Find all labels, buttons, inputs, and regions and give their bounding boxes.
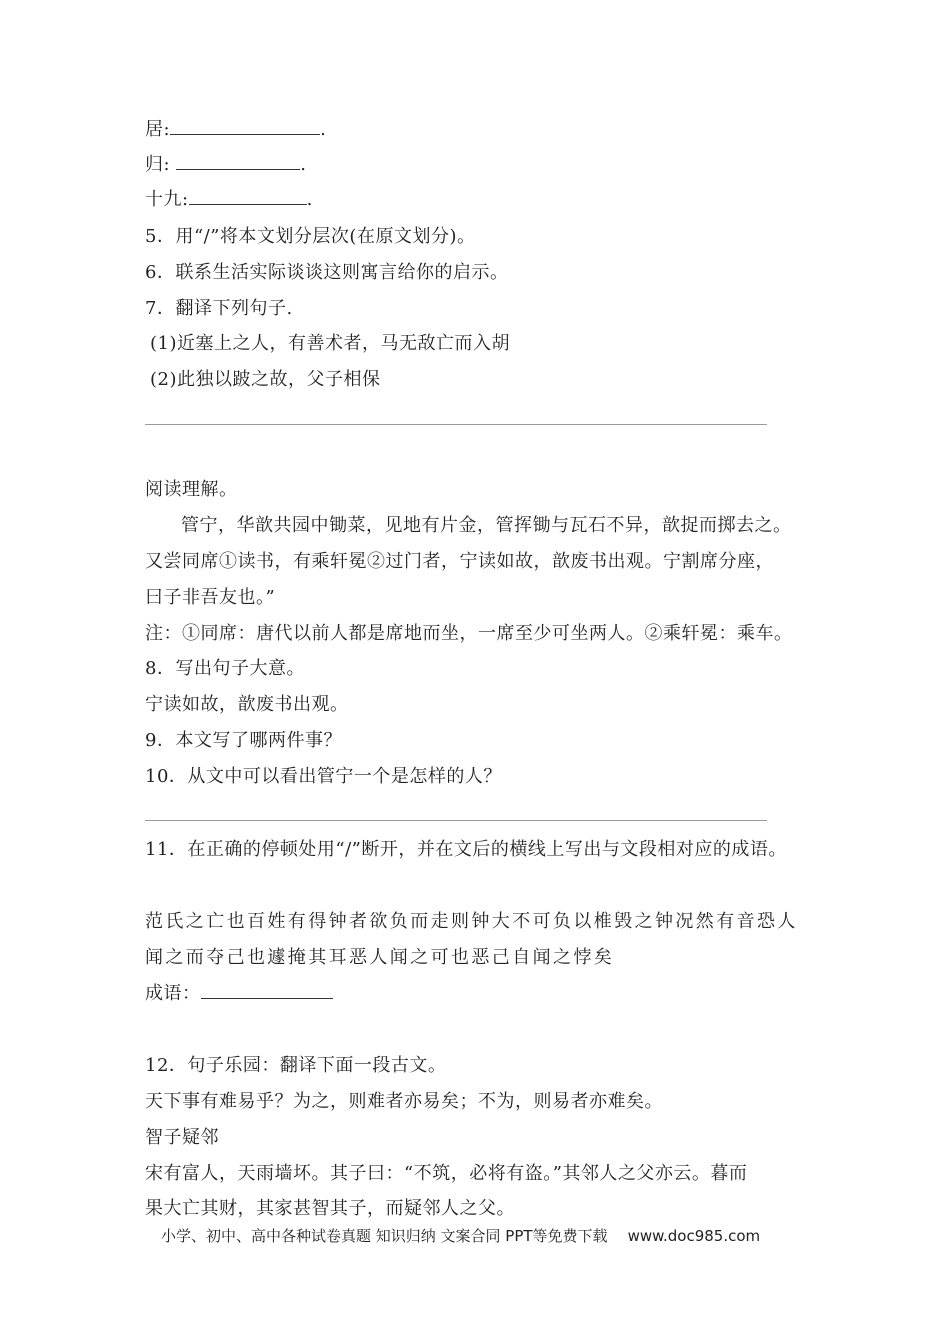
reading-paragraph-line-1: 管宁，华歆共园中锄菜，见地有片金，管挥锄与瓦石不异，歆捉而掷去之。: [181, 515, 792, 536]
answer-blank-ju[interactable]: [170, 118, 320, 135]
fill-blank-gui: [145, 153, 307, 177]
question-7-sentence-2: (2)此独以跛之故，父子相保: [150, 369, 381, 390]
question-8-title: 8．写出句子大意。: [145, 658, 305, 679]
story-line-1: 宋有富人，天雨墙坏。其子曰：“不筑，必将有盗。”其邻人之父亦云。暮而: [145, 1163, 748, 1184]
idiom-label: 成语：: [145, 983, 201, 1004]
question-11-title: 11．在正确的停顿处用“/”断开，并在文后的横线上写出与文段相对应的成语。: [145, 839, 787, 860]
answer-blank-gui[interactable]: [176, 153, 300, 170]
answer-line-q10[interactable]: [145, 820, 767, 821]
fill-end-shijiu: .: [306, 189, 313, 210]
question-7-sentence-1: (1)近塞上之人，有善术者，马无敌亡而入胡: [150, 333, 510, 354]
fill-blank-ju: [145, 118, 326, 142]
fill-label-shijiu: 十九:: [145, 189, 189, 210]
idiom-answer-blank[interactable]: [201, 982, 333, 999]
answer-blank-shijiu[interactable]: [189, 188, 307, 205]
fill-blank-shijiu: [145, 188, 313, 212]
footer-url-link[interactable]: www.doc985.com: [627, 1227, 761, 1245]
question-11-text-line-1: 范氏之亡也百姓有得钟者欲负而走则钟大不可负以椎毁之钟况然有音恐人: [145, 911, 798, 932]
story-title: 智子疑邻: [145, 1127, 219, 1148]
fill-label-ju: 居:: [145, 119, 171, 140]
fill-end-gui: .: [300, 154, 307, 175]
question-5: 5．用“/”将本文划分层次(在原文划分)。: [145, 226, 476, 247]
fill-label-gui: 归:: [145, 154, 177, 175]
question-6: 6．联系生活实际谈谈这则寓言给你的启示。: [145, 262, 509, 283]
footer-text: 小学、初中、高中各种试卷真题 知识归纳 文案合同 PPT等免费下载: [161, 1227, 608, 1245]
reading-paragraph-line-3: 曰子非吾友也。”: [145, 587, 276, 608]
story-line-2: 果大亡其财，其家甚智其子，而疑邻人之父。: [145, 1198, 515, 1219]
question-10: 10．从文中可以看出管宁一个是怎样的人？: [145, 766, 502, 787]
question-12-title: 12．句子乐园：翻译下面一段古文。: [145, 1055, 447, 1076]
fill-end-ju: .: [320, 119, 327, 140]
question-12-text: 天下事有难易乎？为之，则难者亦易矣；不为，则易者亦难矣。: [145, 1091, 663, 1112]
question-9: 9．本文写了哪两件事？: [145, 730, 342, 751]
reading-note: 注：①同席：唐代以前人都是席地而坐，一席至少可坐两人。②乘轩冕：乘车。: [145, 623, 793, 644]
page-footer: [161, 1225, 760, 1247]
question-8-sentence: 宁读如故，歆废书出观。: [145, 694, 349, 715]
question-11-idiom: [145, 982, 333, 1006]
reading-paragraph-line-2: 又尝同席①读书，有乘轩冕②过门者，宁读如故，歆废书出观。宁割席分座，: [145, 551, 774, 572]
reading-heading: 阅读理解。: [145, 479, 238, 500]
question-7-title: 7．翻译下列句子.: [145, 298, 293, 319]
answer-line-q7[interactable]: [145, 424, 767, 425]
question-11-text-line-2: 闻之而夺己也遽掩其耳恶人闻之可也恶己自闻之悖矣: [145, 947, 615, 968]
